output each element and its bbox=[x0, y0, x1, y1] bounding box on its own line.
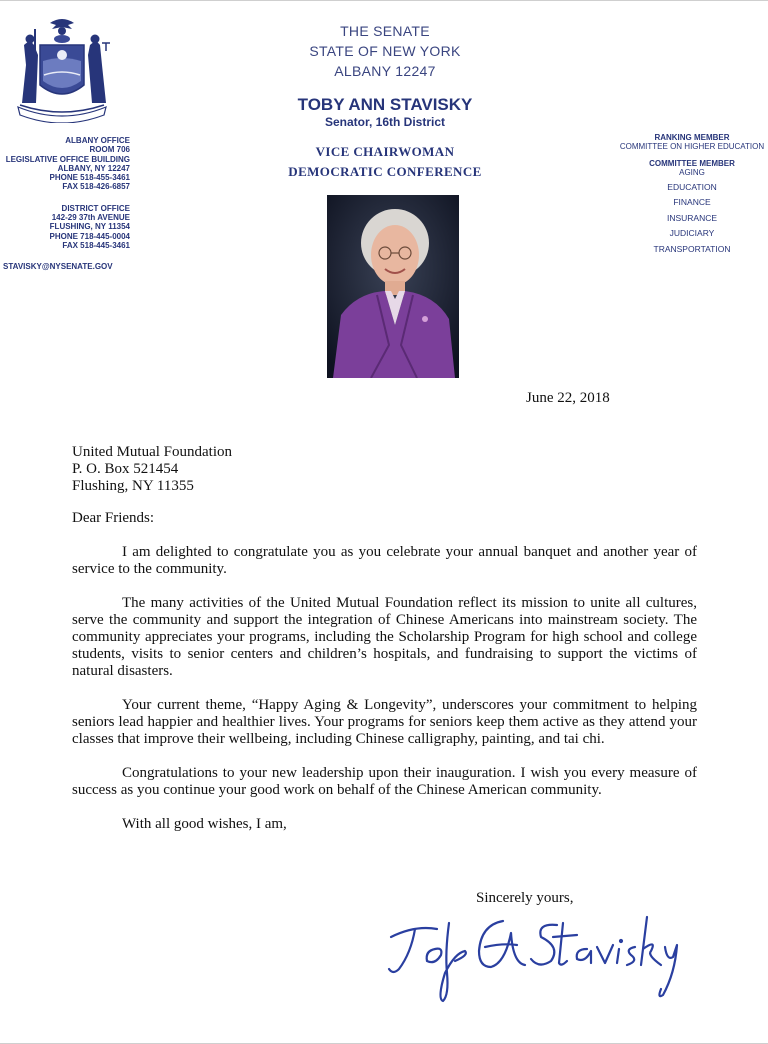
letter-paragraph: The many activities of the United Mutual Foundation reflect its mission to unite all cultures, serve the community and support the integration of Chinese Americans into mainstream society. The community appreciates your programs, including the Scholarship Program for high school and college students, visits to senior centers and children’s hospitals, and fundraising to support the victims of natural disasters. bbox=[72, 595, 697, 679]
address-line: Flushing, NY 11355 bbox=[72, 478, 194, 494]
albany-office-line: LEGISLATIVE OFFICE BUILDING bbox=[5, 154, 130, 164]
albany-office-line: PHONE 518-455-3461 bbox=[49, 173, 130, 183]
senator-email: STAVISKY@NYSENATE.GOV bbox=[3, 262, 113, 272]
district-office-line: DISTRICT OFFICE bbox=[61, 203, 130, 213]
committee-member-label: COMMITTEE MEMBER bbox=[649, 159, 735, 168]
recipient-address bbox=[72, 444, 697, 495]
vice-line: DEMOCRATIC CONFERENCE bbox=[288, 164, 482, 179]
salutation: Dear Friends: bbox=[72, 510, 155, 526]
ranking-committee: COMMITTEE ON HIGHER EDUCATION bbox=[619, 142, 765, 151]
district-office-line: FLUSHING, NY 11354 bbox=[49, 222, 130, 232]
committee-item: EDUCATION bbox=[667, 182, 717, 192]
albany-office-block bbox=[0, 136, 130, 192]
district-office-line: FAX 518-445-3461 bbox=[62, 240, 130, 250]
letter-paragraph: Your current theme, “Happy Aging & Longevity”, underscores your commitment to helping seniors lead happier and healthier lives. Your programs for seniors keep them active as they attend your classes that improve their wellbeing, including Chinese calligraphy, painting, and tai chi. bbox=[72, 697, 697, 747]
address-line: United Mutual Foundation bbox=[72, 444, 232, 460]
albany-office-line: FAX 518-426-6857 bbox=[62, 182, 130, 192]
district-office-line: 142-29 37th AVENUE bbox=[51, 213, 130, 223]
state-line: STATE OF NEW YORK bbox=[309, 43, 461, 59]
senator-name: TOBY ANN STAVISKY bbox=[297, 95, 473, 114]
committee-item: FINANCE bbox=[673, 197, 711, 208]
committee-item: INSURANCE bbox=[666, 212, 718, 223]
handwritten-signature bbox=[385, 903, 685, 1003]
vice-line: VICE CHAIRWOMAN bbox=[315, 144, 455, 159]
committee-item: AGING bbox=[679, 168, 705, 177]
new-york-state-seal bbox=[10, 15, 114, 123]
albany-office-line: ROOM 706 bbox=[89, 145, 130, 155]
senator-portrait-photo bbox=[327, 195, 459, 378]
committee-item: TRANSPORTATION bbox=[653, 243, 731, 254]
albany-office-line: ALBANY OFFICE bbox=[65, 136, 130, 145]
letterhead-center bbox=[250, 21, 520, 182]
letter-paragraph: Congratulations to your new leadership upon their inauguration. I wish you every measure of success as you continue your good work on behalf of the Chinese American community. bbox=[72, 765, 697, 798]
sign-off: Sincerely yours, bbox=[476, 890, 574, 906]
district-office-line: PHONE 718-445-0004 bbox=[49, 231, 130, 241]
letter-date: June 22, 2018 bbox=[526, 390, 610, 406]
address-line: P. O. Box 521454 bbox=[72, 461, 179, 477]
right-committee-column bbox=[612, 133, 768, 257]
closing-line: With all good wishes, I am, bbox=[122, 816, 287, 832]
senate-line: THE SENATE bbox=[340, 23, 430, 39]
city-line: ALBANY 12247 bbox=[334, 63, 436, 79]
senator-title: Senator, 16th District bbox=[324, 115, 446, 129]
letter-paragraph: I am delighted to congratulate you as you celebrate your annual banquet and another year of service to the community. bbox=[72, 544, 697, 577]
district-office-block bbox=[0, 204, 130, 250]
committee-item: JUDICIARY bbox=[669, 228, 715, 239]
vice-chair-title bbox=[250, 142, 520, 182]
ranking-member-label: RANKING MEMBER bbox=[654, 133, 730, 142]
albany-office-line: ALBANY, NY 12247 bbox=[57, 163, 130, 173]
left-office-column bbox=[0, 136, 130, 272]
letter-body bbox=[72, 444, 697, 833]
